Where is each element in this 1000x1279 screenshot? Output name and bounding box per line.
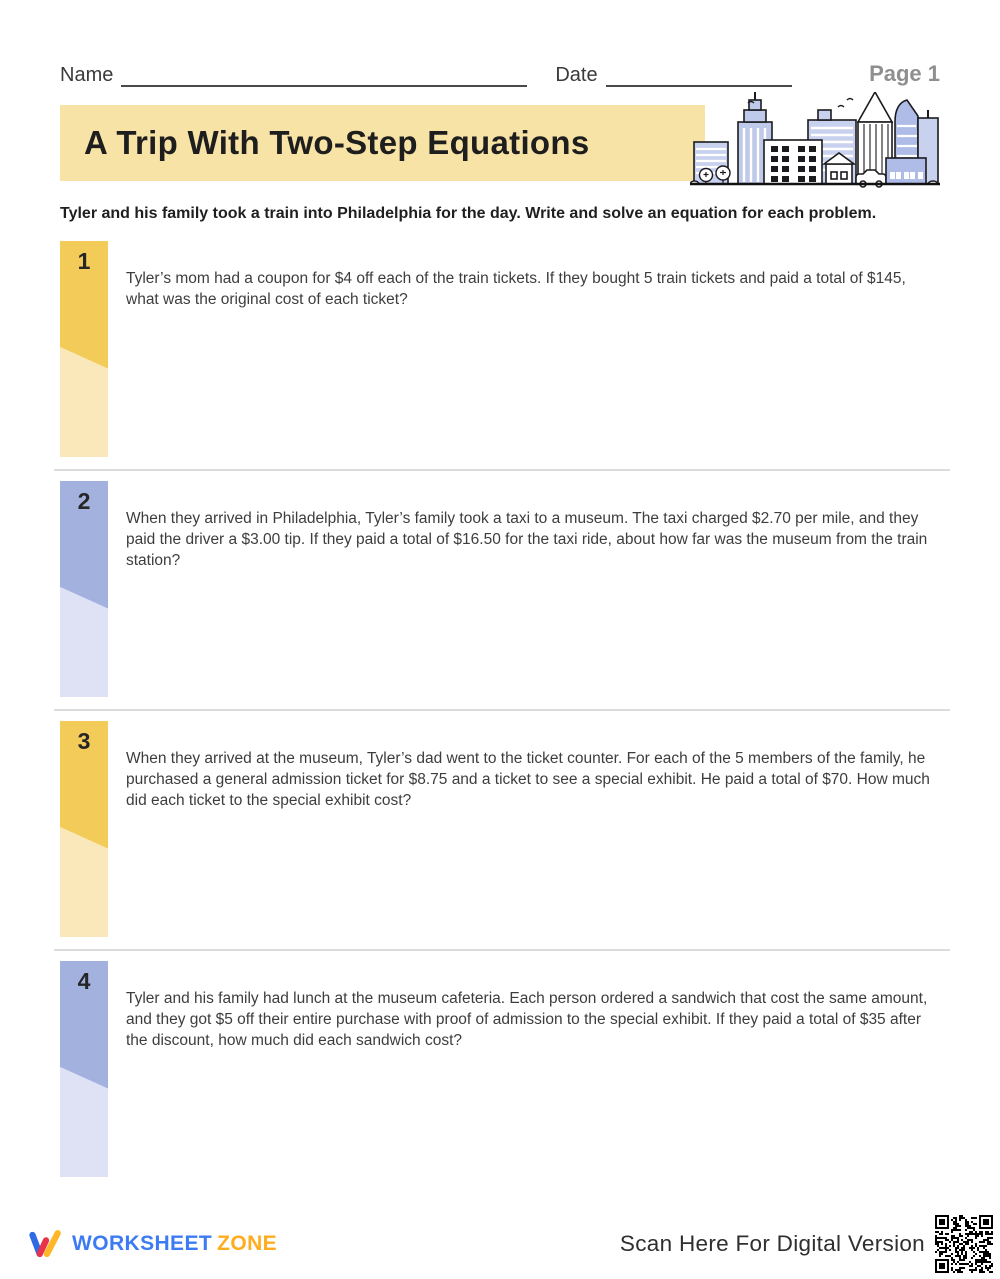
problem-text: Tyler and his family had lunch at the museum cafeteria. Each person ordered a sandwich that cost the same amount, and they got $5 off their entire purchase with proof of admission to the special exhibit. If they paid a total of $35 after the discount, how much did each sandwich cost? [126,989,928,1050]
problem-number: 4 [77,968,91,994]
problems-list [60,241,940,1177]
city-skyline-illustration [690,92,940,188]
title-banner-background [60,105,705,181]
brand-text [72,1232,277,1256]
problem-number: 1 [77,248,91,274]
problem-number: 3 [77,728,91,754]
footer [28,1215,993,1273]
date-line [606,60,792,87]
brand [28,1227,277,1261]
problem-item [60,721,940,937]
date-group [555,60,791,87]
problem-number: 2 [77,488,91,514]
brand-word-zone: ZONE [217,1232,278,1255]
date-label: Date [555,64,598,86]
page-number-label: Page 1 [869,61,940,86]
problem-item [60,241,940,457]
name-label: Name [60,64,114,86]
problem-text: When they arrived at the museum, Tyler’s dad went to the ticket counter. For each of the 5 members of the family, he purchased a general admission ticket for $8.75 and a ticket to see a special exhibit. He paid a total of $70. How much did each ticket to the special exhibit cost? [126,749,930,810]
scan-group [620,1215,993,1273]
name-line [121,60,527,87]
title-banner [60,105,940,181]
page-title: A Trip With Two-Step Equations [84,124,590,161]
brand-word-worksheet: WORKSHEET [72,1232,213,1255]
problem-text: Tyler’s mom had a coupon for $4 off each of the train tickets. If they bought 5 train tickets and paid a total of $145, what was the original cost of each ticket? [126,269,906,308]
worksheetzone-logo-icon [28,1227,64,1261]
problem-number-bar [60,721,108,937]
scan-here-text: Scan Here For Digital Version [619,1231,925,1256]
problem-item [60,481,940,697]
problem-number-bar [60,961,108,1177]
problem-number-bar [60,481,108,697]
problem-item [60,961,940,1177]
header [60,0,940,87]
qr-code-icon [935,1215,993,1273]
problem-text: When they arrived in Philadelphia, Tyler’s family took a taxi to a museum. The taxi charged $2.70 per mile, and they paid the driver a $3.00 tip. If they paid a total of $16.50 for the taxi ride, about how far was the museum from the train station? [126,509,928,570]
problem-number-bar [60,241,108,457]
instruction-text: Tyler and his family took a train into Philadelphia for the day. Write and solve an equation for each problem. [60,205,877,222]
